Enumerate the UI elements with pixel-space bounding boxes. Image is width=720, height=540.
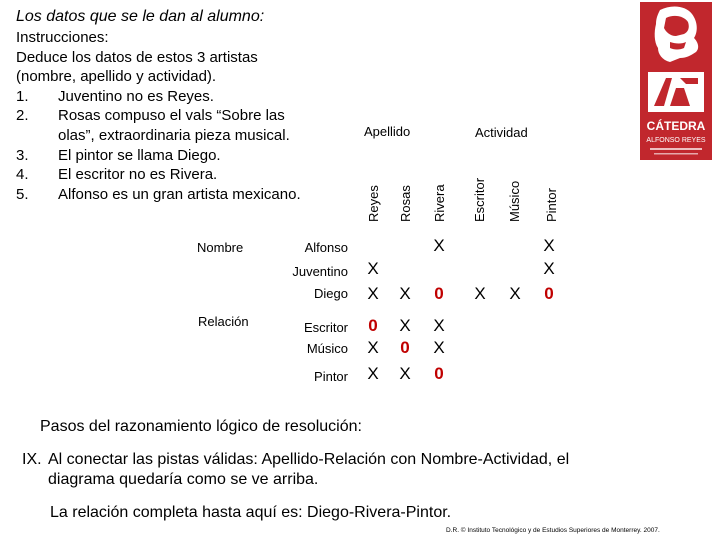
step-number: IX. (22, 451, 42, 468)
grid-cell-mark: X (367, 259, 379, 278)
col-header-reyes: Reyes (366, 185, 381, 222)
page-title: Los datos que se le dan al alumno: (16, 8, 265, 25)
clue-item: 4. El escritor no es Rivera. (16, 166, 218, 184)
step-ix-text-cont: diagrama quedaría como se ve arriba. (48, 471, 319, 488)
row-label-pintor: Pintor (314, 369, 348, 384)
logo-name-line2: ALFONSO REYES (646, 137, 706, 144)
col-header-rivera: Rivera (432, 184, 447, 222)
step-ix-text: Al conectar las pistas válidas: Apellido-Relación con Nombre-Actividad, el (48, 451, 570, 468)
group-header-apellido: Apellido (364, 124, 411, 139)
grid-cell-mark: X (543, 259, 555, 278)
col-header-rosas: Rosas (398, 185, 413, 222)
row-label-alfonso: Alfonso (304, 240, 348, 255)
clue-item: 5. Alfonso es un gran artista mexicano. (16, 185, 301, 203)
row-label-juventino: Juventino (292, 264, 348, 279)
row-label-escritor: Escritor (303, 320, 348, 335)
grid-cell-mark: X (367, 338, 379, 357)
clue-item: 3. El pintor se llama Diego. (16, 146, 221, 164)
logo-name-line1: CÁTEDRA (646, 119, 706, 133)
side-label-relacion: Relación (198, 314, 249, 329)
instructions-intro-cont: (nombre, apellido y actividad). (16, 68, 217, 86)
grid-cell-mark: X (399, 284, 411, 303)
step-ix (22, 450, 682, 490)
row-label-diego: Diego (314, 286, 348, 301)
instructions (16, 28, 301, 204)
grid-cell-mark: X (433, 316, 445, 335)
grid-cell-mark: 0 (434, 364, 444, 383)
col-header-escritor: Escritor (472, 177, 487, 222)
clue-item: 2. Rosas compuso el vals “Sobre las olas”, extraordinaria pieza musical. (16, 107, 290, 144)
side-label-nombre: Nombre (197, 240, 244, 255)
conclusion: La relación completa hasta aquí es: Diego-Rivera-Pintor. (50, 504, 452, 521)
catedra-alfonso-reyes-logo-icon (640, 2, 712, 160)
grid-cell-mark: X (433, 236, 445, 255)
grid-cell-mark: 0 (368, 316, 378, 335)
grid-cell-mark: X (367, 284, 379, 303)
grid-cell-mark: X (399, 316, 411, 335)
grid-cell-mark: X (399, 364, 411, 383)
col-header-pintor: Pintor (544, 188, 559, 222)
grid-cell-mark: 0 (434, 284, 444, 303)
grid-cell-mark: 0 (544, 284, 554, 303)
grid-cell-mark: 0 (400, 338, 410, 357)
steps-title: Pasos del razonamiento lógico de resolución: (40, 418, 362, 435)
grid-cell-mark: X (509, 284, 521, 303)
col-header-musico: Músico (507, 180, 522, 222)
instructions-heading: Instrucciones: (16, 29, 109, 46)
catedra-logo (640, 2, 712, 160)
instructions-intro: Deduce los datos de estos 3 artistas (16, 48, 258, 66)
row-label-musico: Músico (306, 341, 348, 356)
grid-cell-mark: X (367, 364, 379, 383)
footer-copyright: D.R. © Instituto Tecnológico y de Estudios Superiores de Monterrey. 2007. (446, 527, 660, 534)
grid-cell-mark: X (543, 236, 555, 255)
clue-item: 1. Juventino no es Reyes. (16, 87, 214, 105)
group-header-actividad: Actividad (475, 125, 528, 140)
grid-cell-mark: X (474, 284, 486, 303)
grid-cell-mark: X (433, 338, 445, 357)
clue-list (16, 87, 301, 205)
